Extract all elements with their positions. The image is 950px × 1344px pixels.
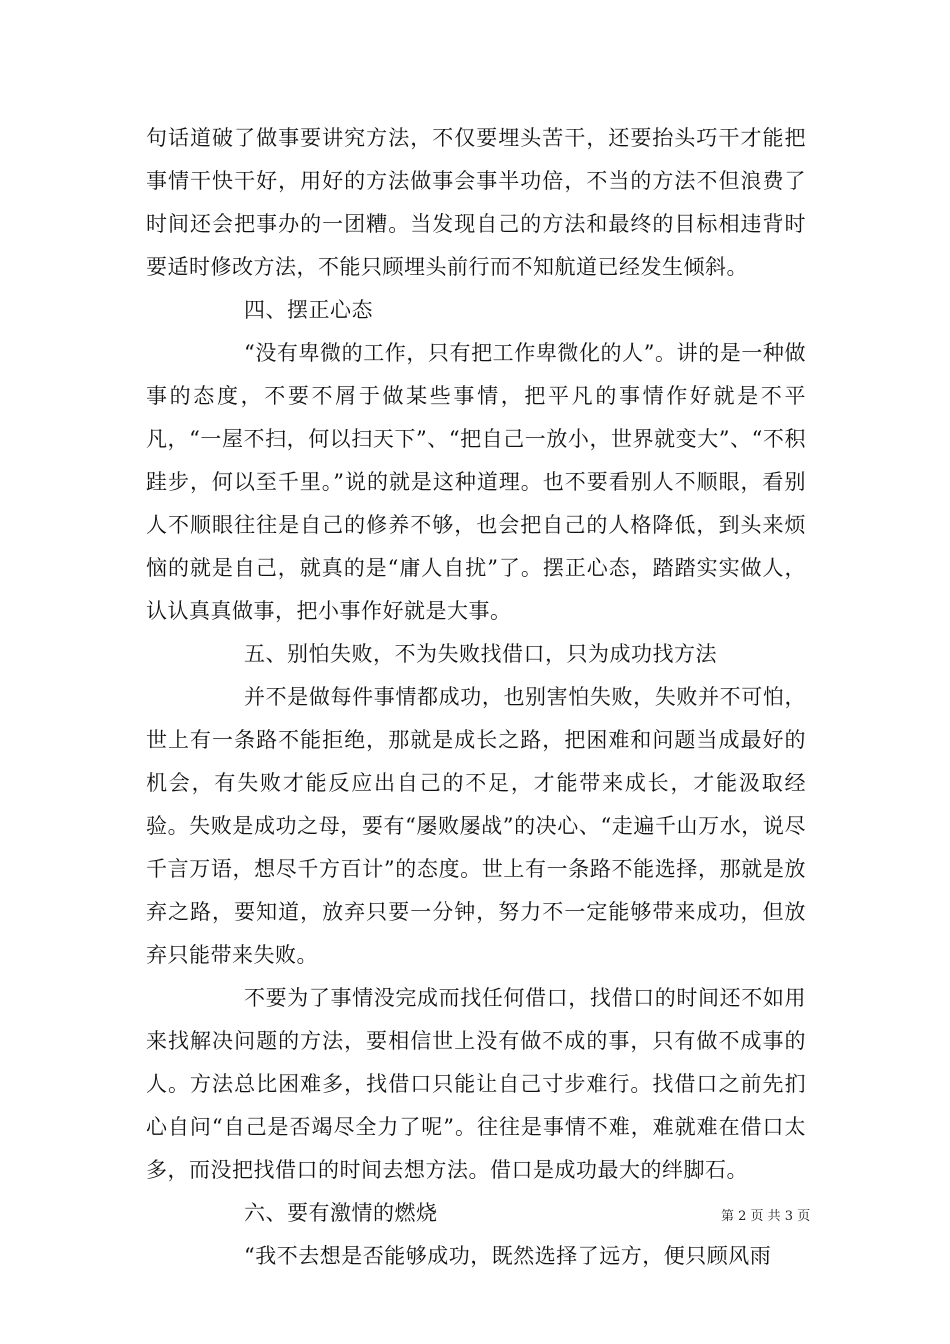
- paragraph-continuation: 句话道破了做事要讲究方法，不仅要埋头苦干，还要抬头巧干才能把事情干快干好，用好的方法做事会事半功倍，不当的方法不但浪费了时间还会把事办的一团糟。当发现自己的方法和最终的目标相违背时要适时修改方法，不能只顾埋头前行而不知航道已经发生倾斜。: [146, 126, 806, 279]
- section-heading-4: 四、摆正心态: [244, 298, 373, 322]
- paragraph-mindset: “没有卑微的工作，只有把工作卑微化的人”。讲的是一种做事的态度，不要不屑于做某些事情，把平凡的事情作好就是不平凡，“一屋不扫，何以扫天下”、“把自己一放小，世界就变大”、“不积跬步，何以至千里。”说的就是这种道理。也不要看别人不顺眼，看别人不顺眼往往是自己的修养不够，也会把自己的人格降低，到头来烦恼的就是自己，就真的是“庸人自扰”了。摆正心态，踏踏实实做人，认认真真做事，把小事作好就是大事。: [146, 341, 806, 623]
- page-number-footer: 第 2 页 共 3 页: [721, 1209, 811, 1224]
- section-heading-6: 六、要有激情的燃烧: [244, 1201, 438, 1225]
- section-heading-5: 五、别怕失败，不为失败找借口，只为成功找方法: [244, 642, 717, 666]
- paragraph-excuses: 不要为了事情没完成而找任何借口，找借口的时间还不如用来找解决问题的方法，要相信世上没有做不成的事，只有做不成事的人。方法总比困难多，找借口只能让自己寸步难行。找借口之前先扪心自问“自己是否竭尽全力了呢”。往往是事情不难，难就难在借口太多，而没把找借口的时间去想方法。借口是成功最大的绊脚石。: [146, 986, 806, 1182]
- document-body: [146, 117, 806, 1278]
- paragraph-failure: 并不是做每件事情都成功，也别害怕失败，失败并不可怕，世上有一条路不能拒绝，那就是成长之路，把困难和问题当成最好的机会，有失败才能反应出自己的不足，才能带来成长，才能汲取经验。失败是成功之母，要有“屡败屡战”的决心、“走遍千山万水，说尽千言万语，想尽千方百计”的态度。世上有一条路不能选择，那就是放弃之路，要知道，放弃只要一分钟，努力不一定能够带来成功，但放弃只能带来失败。: [146, 685, 806, 967]
- paragraph-passion: “我不去想是否能够成功，既然选择了远方，便只顾风雨: [244, 1244, 772, 1268]
